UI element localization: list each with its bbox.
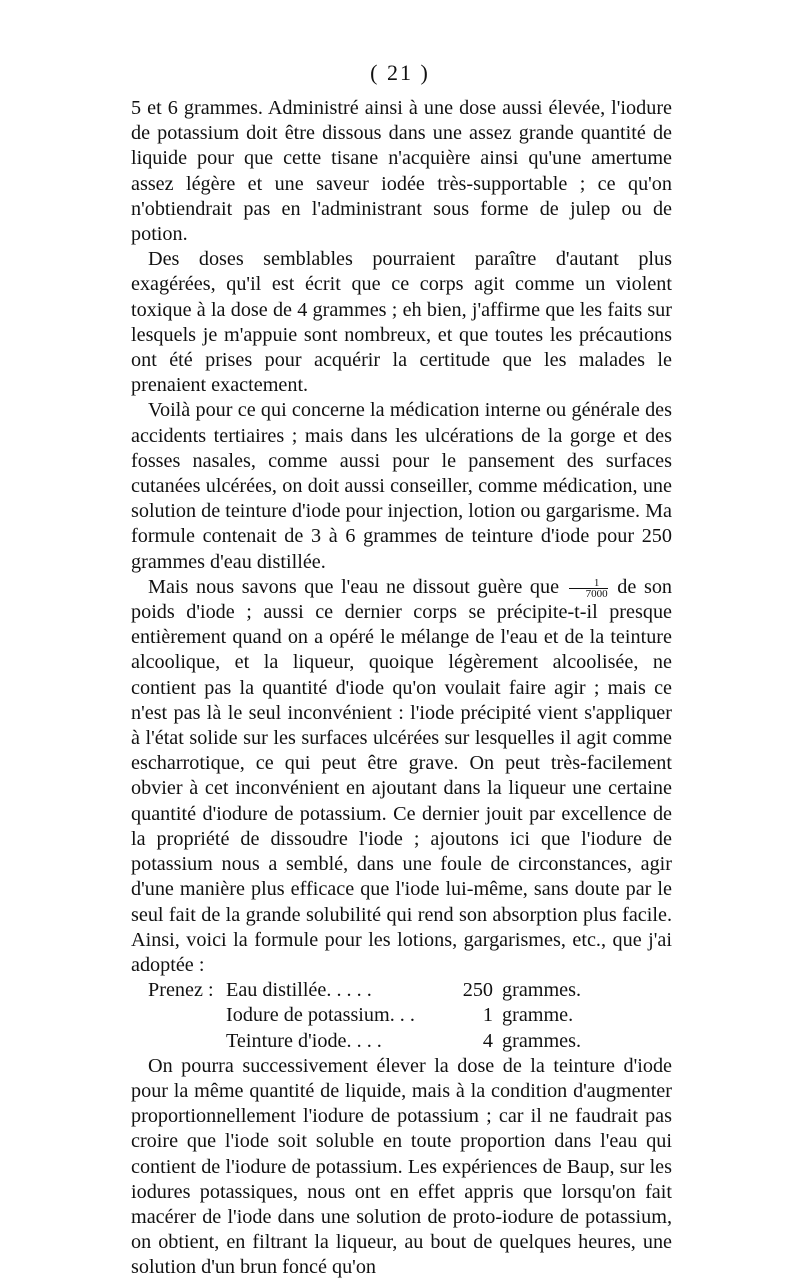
recipe-ingredient: Teinture d'iode. . . . bbox=[226, 1029, 382, 1052]
page-number: ( 21 ) bbox=[370, 60, 430, 85]
recipe-unit: grammes. bbox=[502, 1029, 582, 1052]
paragraph-1: 5 et 6 grammes. Administré ainsi à une dose aussi élevée, l'iodure de potassium doit être dissous dans une assez grande quantité de liquide pour que cette tisane n'acquière ainsi qu'une amertume assez légère et une saveur iodée très-supportable ; ce qu'on n'obtiendrait pas en l'administrant sous forme de julep ou de potion. bbox=[131, 97, 672, 246]
recipe-prefix-spacer bbox=[131, 1029, 226, 1054]
paragraph-5: On pourra successivement élever la dose de la teinture d'iode pour la même quantité de liquide, mais à la condition d'augmenter proportionnellement l'iodure de potassium ; car il ne faudrait pas croire que l'iode soit soluble en toute proportion dans l'eau qui contient de l'iodure de potassium. Les expériences de Baup, sur les iodures potassiques, nous ont en effet appris que lorsqu'on fait macérer de l'iode dans une solution de proto-iodure de potassium, on obtient, en filtrant la liqueur, au bout de quelques heures, une solution d'un brun foncé qu'on bbox=[131, 1054, 672, 1279]
recipe-row bbox=[131, 978, 672, 1003]
paragraph-2: Des doses semblables pourraient paraître d'autant plus exagérées, qu'il est écrit que ce corps agit comme un violent toxique à la dose de 4 grammes ; eh bien, j'affirme que les faits sur lesquels je m'appuie sont nombreux, et que toutes les précautions ont été prises pour acquérir la certitude que les malades le prenaient exactement. bbox=[131, 248, 672, 397]
page-body bbox=[131, 96, 672, 1281]
paragraph-4-rest: de son poids d'iode ; aussi ce dernier corps se précipite-t-il presque entièrement quand on a opéré le mélange de l'eau et de la teinture alcoolique, et la liqueur, quoique légèrement alcoolisée, ne contient pas la quantité d'iode qu'on voulait faire agir ; mais ce n'est pas là le seul inconvénient : l'iode précipité vient s'appliquer à l'état solide sur les surfaces ulcérées sur lesquelles il agit comme escharrotique, ce qui peut être grave. On peut très-facilement obvier à cet inconvénient en ajoutant dans la liqueur une certaine quantité d'iodure de potassium. Ce dernier jouit par excellence de la propriété de dissoudre l'iode ; ajoutons ici que l'iodure de potassium nous a semblé, dans une foule de circonstances, agir d'une manière plus efficace que l'iode lui-même, sans doute par le seul fait de la grande solubilité qui rend son absorption plus facile. Ainsi, voici la formule pour les lotions, gargarismes, etc., que j'ai adoptée : bbox=[131, 575, 673, 976]
recipe-prefix: Prenez : bbox=[148, 979, 214, 1002]
paragraph-4-start: Mais nous savons que l'eau ne dissout guère que bbox=[148, 575, 560, 598]
recipe-quantity: 1 bbox=[482, 1004, 493, 1027]
recipe-ingredient: Iodure de potassium. . . bbox=[226, 1004, 415, 1027]
recipe-unit: grammes. bbox=[502, 979, 582, 1002]
recipe-quantity: 250 bbox=[462, 979, 493, 1002]
recipe-unit: gramme. bbox=[502, 1004, 574, 1027]
recipe-quantity: 4 bbox=[482, 1029, 493, 1052]
fraction bbox=[569, 578, 608, 599]
fraction-numerator: 1 bbox=[569, 578, 608, 589]
paragraph-3: Voilà pour ce qui concerne la médication interne ou générale des accidents tertiaires ; mais dans les ulcérations de la gorge et des fosses nasales, comme aussi pour le pansement des surfaces cutanées ulcérées, on doit aussi conseiller, comme médication, une solution de teinture d'iode pour injection, lotion ou gargarisme. Ma formule contenait de 3 à 6 grammes de teinture d'iode pour 250 grammes d'eau distillée. bbox=[131, 399, 672, 573]
fraction-denominator: 7000 bbox=[585, 587, 608, 600]
recipe-row bbox=[131, 1029, 672, 1054]
paragraph-4 bbox=[131, 575, 672, 978]
recipe-ingredient: Eau distillée. . . . . bbox=[226, 979, 372, 1002]
recipe-row bbox=[131, 1003, 672, 1028]
recipe-prefix-spacer bbox=[131, 1003, 226, 1028]
recipe-table bbox=[131, 978, 672, 1054]
